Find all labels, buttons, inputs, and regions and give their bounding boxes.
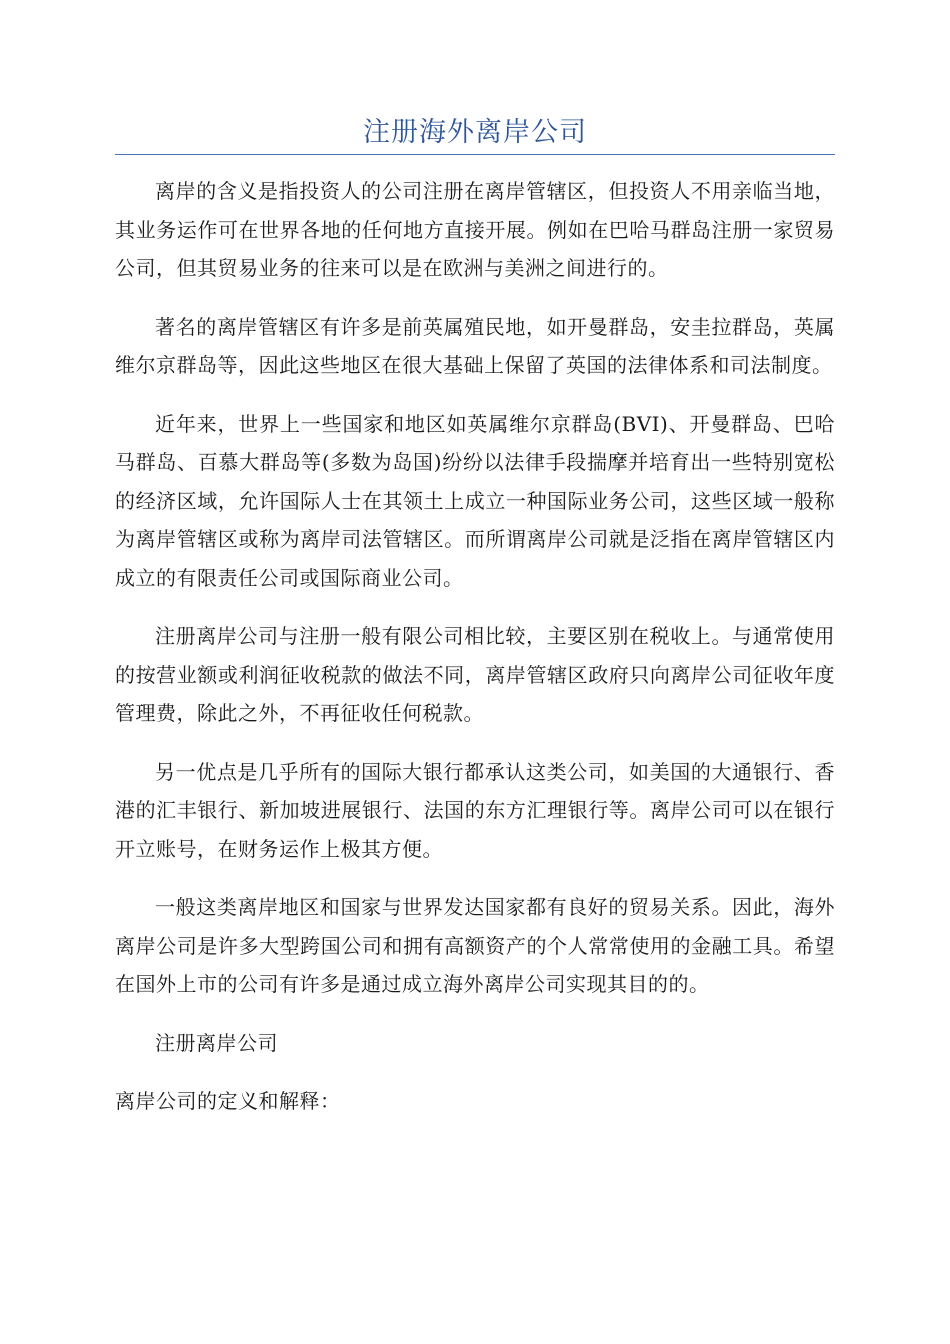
document-body [115,172,835,1141]
paragraph-recent-years: 近年来，世界上一些国家和地区如英属维尔京群岛(BVI)、开曼群岛、巴哈马群岛、百慕大群岛等(多数为岛国)纷纷以法律手段揣摩并培育出一些特别宽松的经济区域，允许国际人士在其领土上成立一种国际业务公司，这些区域一般称为离岸管辖区或称为离岸司法管辖区。而所谓离岸公司就是泛指在离岸管辖区内成立的有限责任公司或国际商业公司。 [115,411,835,590]
paragraph-offshore-meaning: 离岸的含义是指投资人的公司注册在离岸管辖区，但投资人不用亲临当地，其业务运作可在世界各地的任何地方直接开展。例如在巴哈马群岛注册一家贸易公司，但其贸易业务的往来可以是在欧洲与美洲之间进行的。 [115,179,835,280]
paragraph-tax-difference: 注册离岸公司与注册一般有限公司相比较，主要区别在税收上。与通常使用的按营业额或利润征收税款的做法不同，离岸管辖区政府只向离岸公司征收年度管理费，除此之外，不再征收任何税款。 [115,624,835,725]
paragraph-bank-advantage: 另一优点是几乎所有的国际大银行都承认这类公司，如美国的大通银行、香港的汇丰银行、新加坡进展银行、法国的东方汇理银行等。离岸公司可以在银行开立账号，在财务运作上极其方便。 [115,759,835,861]
title-underline [115,154,835,155]
section-label-register: 注册离岸公司 [155,1030,278,1055]
paragraph-famous-jurisdictions: 著名的离岸管辖区有许多是前英属殖民地，如开曼群岛，安圭拉群岛，英属维尔京群岛等，因此这些地区在很大基础上保留了英国的法律体系和司法制度。 [115,314,835,377]
document-title: 注册海外离岸公司 [363,117,587,148]
paragraph-trade-relations: 一般这类离岸地区和国家与世界发达国家都有良好的贸易关系。因此，海外离岸公司是许多大型跨国公司和拥有高额资产的个人常常使用的金融工具。希望在国外上市的公司有许多是通过成立海外离岸公司实现其目的的。 [115,895,835,996]
definition-heading: 离岸公司的定义和解释： [115,1089,341,1113]
